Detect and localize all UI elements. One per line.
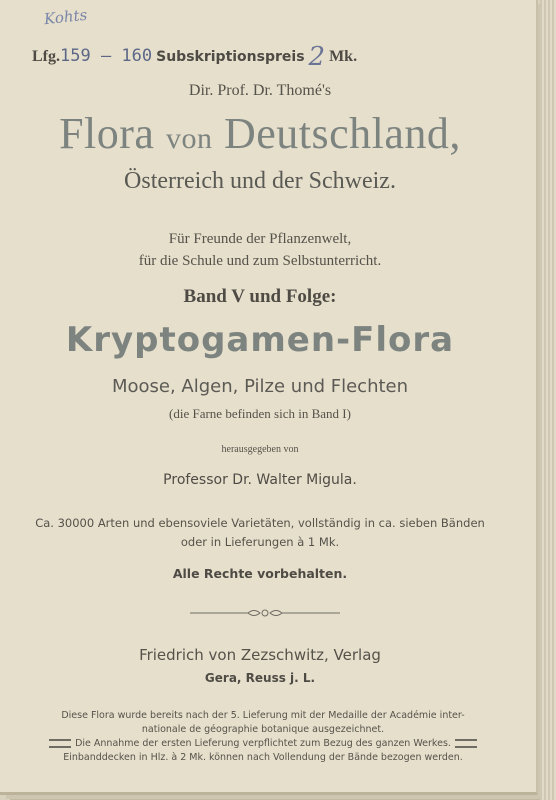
handwritten-name: Kohts: [43, 5, 89, 29]
rights-notice: Alle Rechte vorbehalten.: [172, 566, 348, 581]
ornament-divider-icon: [190, 607, 340, 619]
audience-line-1: Für Freunde der Pflanzenwelt,: [168, 231, 352, 247]
lfg-prefix: Lfg.: [32, 48, 60, 65]
kryptogamen-subtitle: Moose, Algen, Pilze und Flechten: [111, 376, 409, 397]
main-title: [0, 108, 520, 159]
double-rule-right-icon: [455, 739, 477, 748]
band-heading: Band V und Folge:: [183, 286, 337, 307]
publisher: Friedrich von Zezschwitz, Verlag: [139, 646, 381, 664]
title-flora: Flora: [59, 109, 155, 158]
title-deutschland: Deutschland,: [223, 109, 461, 158]
notice-line-4: Einbanddecken in Hlz. à 2 Mk. können nach Vollendung der Bände bezogen werden.: [63, 752, 463, 763]
species-info: [0, 514, 520, 552]
publisher-place: Gera, Reuss j. L.: [204, 671, 316, 685]
fern-note: (die Farne befinden sich in Band I): [169, 406, 351, 421]
double-rule-left-icon: [49, 739, 71, 748]
handwritten-price: 2: [308, 42, 326, 72]
notice-line-2: nationale de géographie botanique ausgezeichnet.: [141, 724, 385, 735]
notice-line-3-text: Die Annahme der ersten Lieferung verpflichtet zum Bezug des ganzen Werkes.: [75, 738, 451, 749]
handwritten-issue-numbers: 159 — 160: [60, 46, 153, 66]
subscription-line: [32, 38, 358, 72]
species-line-2: oder in Lieferungen à 1 Mk.: [180, 535, 340, 549]
editor-name: Professor Dr. Walter Migula.: [163, 472, 357, 488]
notice-line-1: Diese Flora wurde bereits nach der 5. Lieferung mit der Medaille der Académie inter-: [61, 710, 465, 721]
kryptogamen-title: Kryptogamen-Flora: [65, 320, 455, 360]
author-line: Dir. Prof. Dr. Thomé's: [188, 82, 332, 99]
stacked-page-edges: [540, 0, 556, 800]
species-line-1: Ca. 30000 Arten und ebensoviele Varietäten, vollständig in ca. sieben Bänden: [35, 516, 485, 530]
subtitle: Österreich und der Schweiz.: [124, 168, 396, 194]
audience-line-2: für die Schule und zum Selbstunterricht.: [138, 253, 382, 269]
audience-text: [0, 228, 520, 272]
price-unit: Mk.: [329, 48, 358, 65]
notice-line-3: [28, 737, 498, 751]
editor-label: herausgegeben von: [221, 444, 299, 455]
subscription-price-label: Subskriptionspreis: [156, 49, 305, 65]
title-von: von: [165, 122, 213, 155]
